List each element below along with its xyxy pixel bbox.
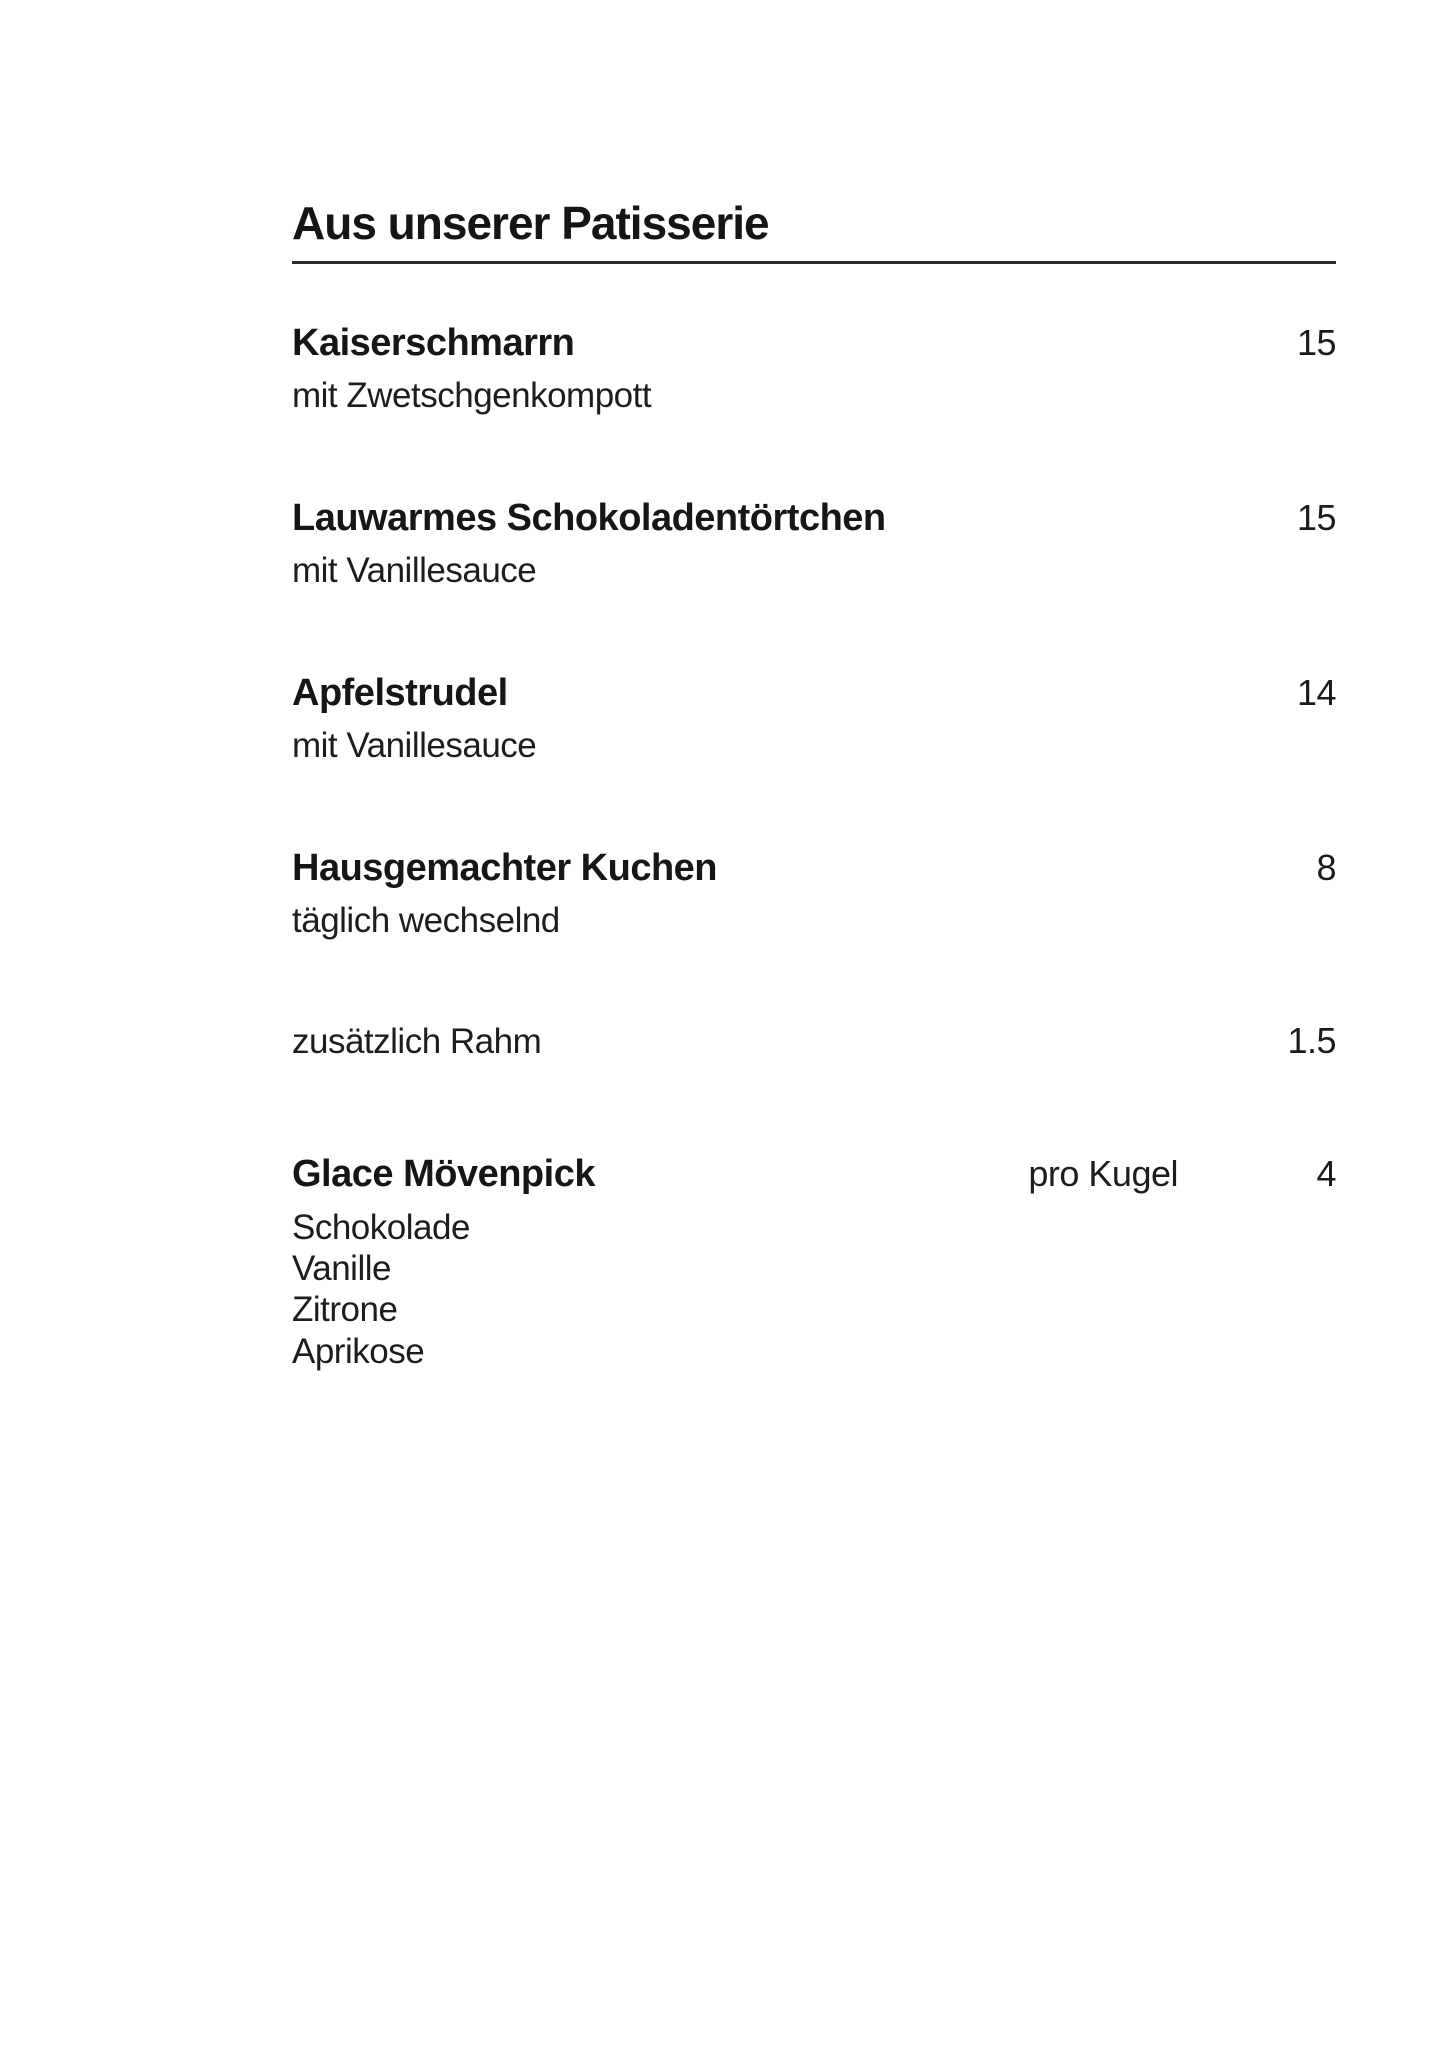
- item-row: [292, 845, 1336, 893]
- item-price: 8: [1316, 846, 1336, 888]
- flavor-item: Aprikose: [292, 1331, 425, 1371]
- item-row: [292, 1020, 1336, 1064]
- item-price: 14: [1296, 671, 1336, 713]
- menu-item-apfelstrudel: [292, 670, 1336, 769]
- title-rule: [292, 261, 1336, 264]
- item-unit: pro Kugel: [1028, 1153, 1178, 1195]
- flavor-item: Zitrone: [292, 1290, 398, 1330]
- menu-item-kaiserschmarrn: [292, 320, 1336, 419]
- item-name: zusätzlich Rahm: [292, 1021, 542, 1061]
- item-description: mit Vanillesauce: [292, 726, 537, 766]
- menu-item-hausgemachter-kuchen: [292, 845, 1336, 944]
- item-name: Hausgemachter Kuchen: [292, 846, 718, 889]
- flavor-item: Schokolade: [292, 1207, 470, 1247]
- item-price: 1.5: [1287, 1019, 1336, 1061]
- item-row: [292, 320, 1336, 368]
- item-name: Kaiserschmarrn: [292, 321, 575, 364]
- section-header: [292, 198, 1336, 264]
- item-price: 15: [1296, 321, 1336, 363]
- item-description: täglich wechselnd: [292, 901, 560, 941]
- price-group: [1028, 1153, 1336, 1195]
- item-price: 4: [1316, 1153, 1336, 1195]
- item-name: Glace Mövenpick: [292, 1153, 595, 1196]
- item-name: Apfelstrudel: [292, 671, 508, 714]
- item-row: [292, 495, 1336, 543]
- item-description: mit Vanillesauce: [292, 551, 537, 591]
- menu-item-schokoladentoertchen: [292, 495, 1336, 594]
- item-row: [292, 670, 1336, 718]
- menu-item-glace-moevenpick: [292, 1151, 1336, 1372]
- menu-content: [292, 198, 1336, 1372]
- item-row: [292, 1151, 1336, 1199]
- flavor-list: [292, 1207, 1336, 1372]
- item-description: mit Zwetschgenkompott: [292, 376, 652, 416]
- item-name: Lauwarmes Schokoladentörtchen: [292, 496, 886, 539]
- flavor-item: Vanille: [292, 1249, 391, 1289]
- item-price: 15: [1296, 496, 1336, 538]
- section-title: Aus unserer Patisserie: [292, 197, 769, 249]
- menu-list: [292, 320, 1336, 1372]
- menu-item-zusaetzlich-rahm: [292, 1020, 1336, 1064]
